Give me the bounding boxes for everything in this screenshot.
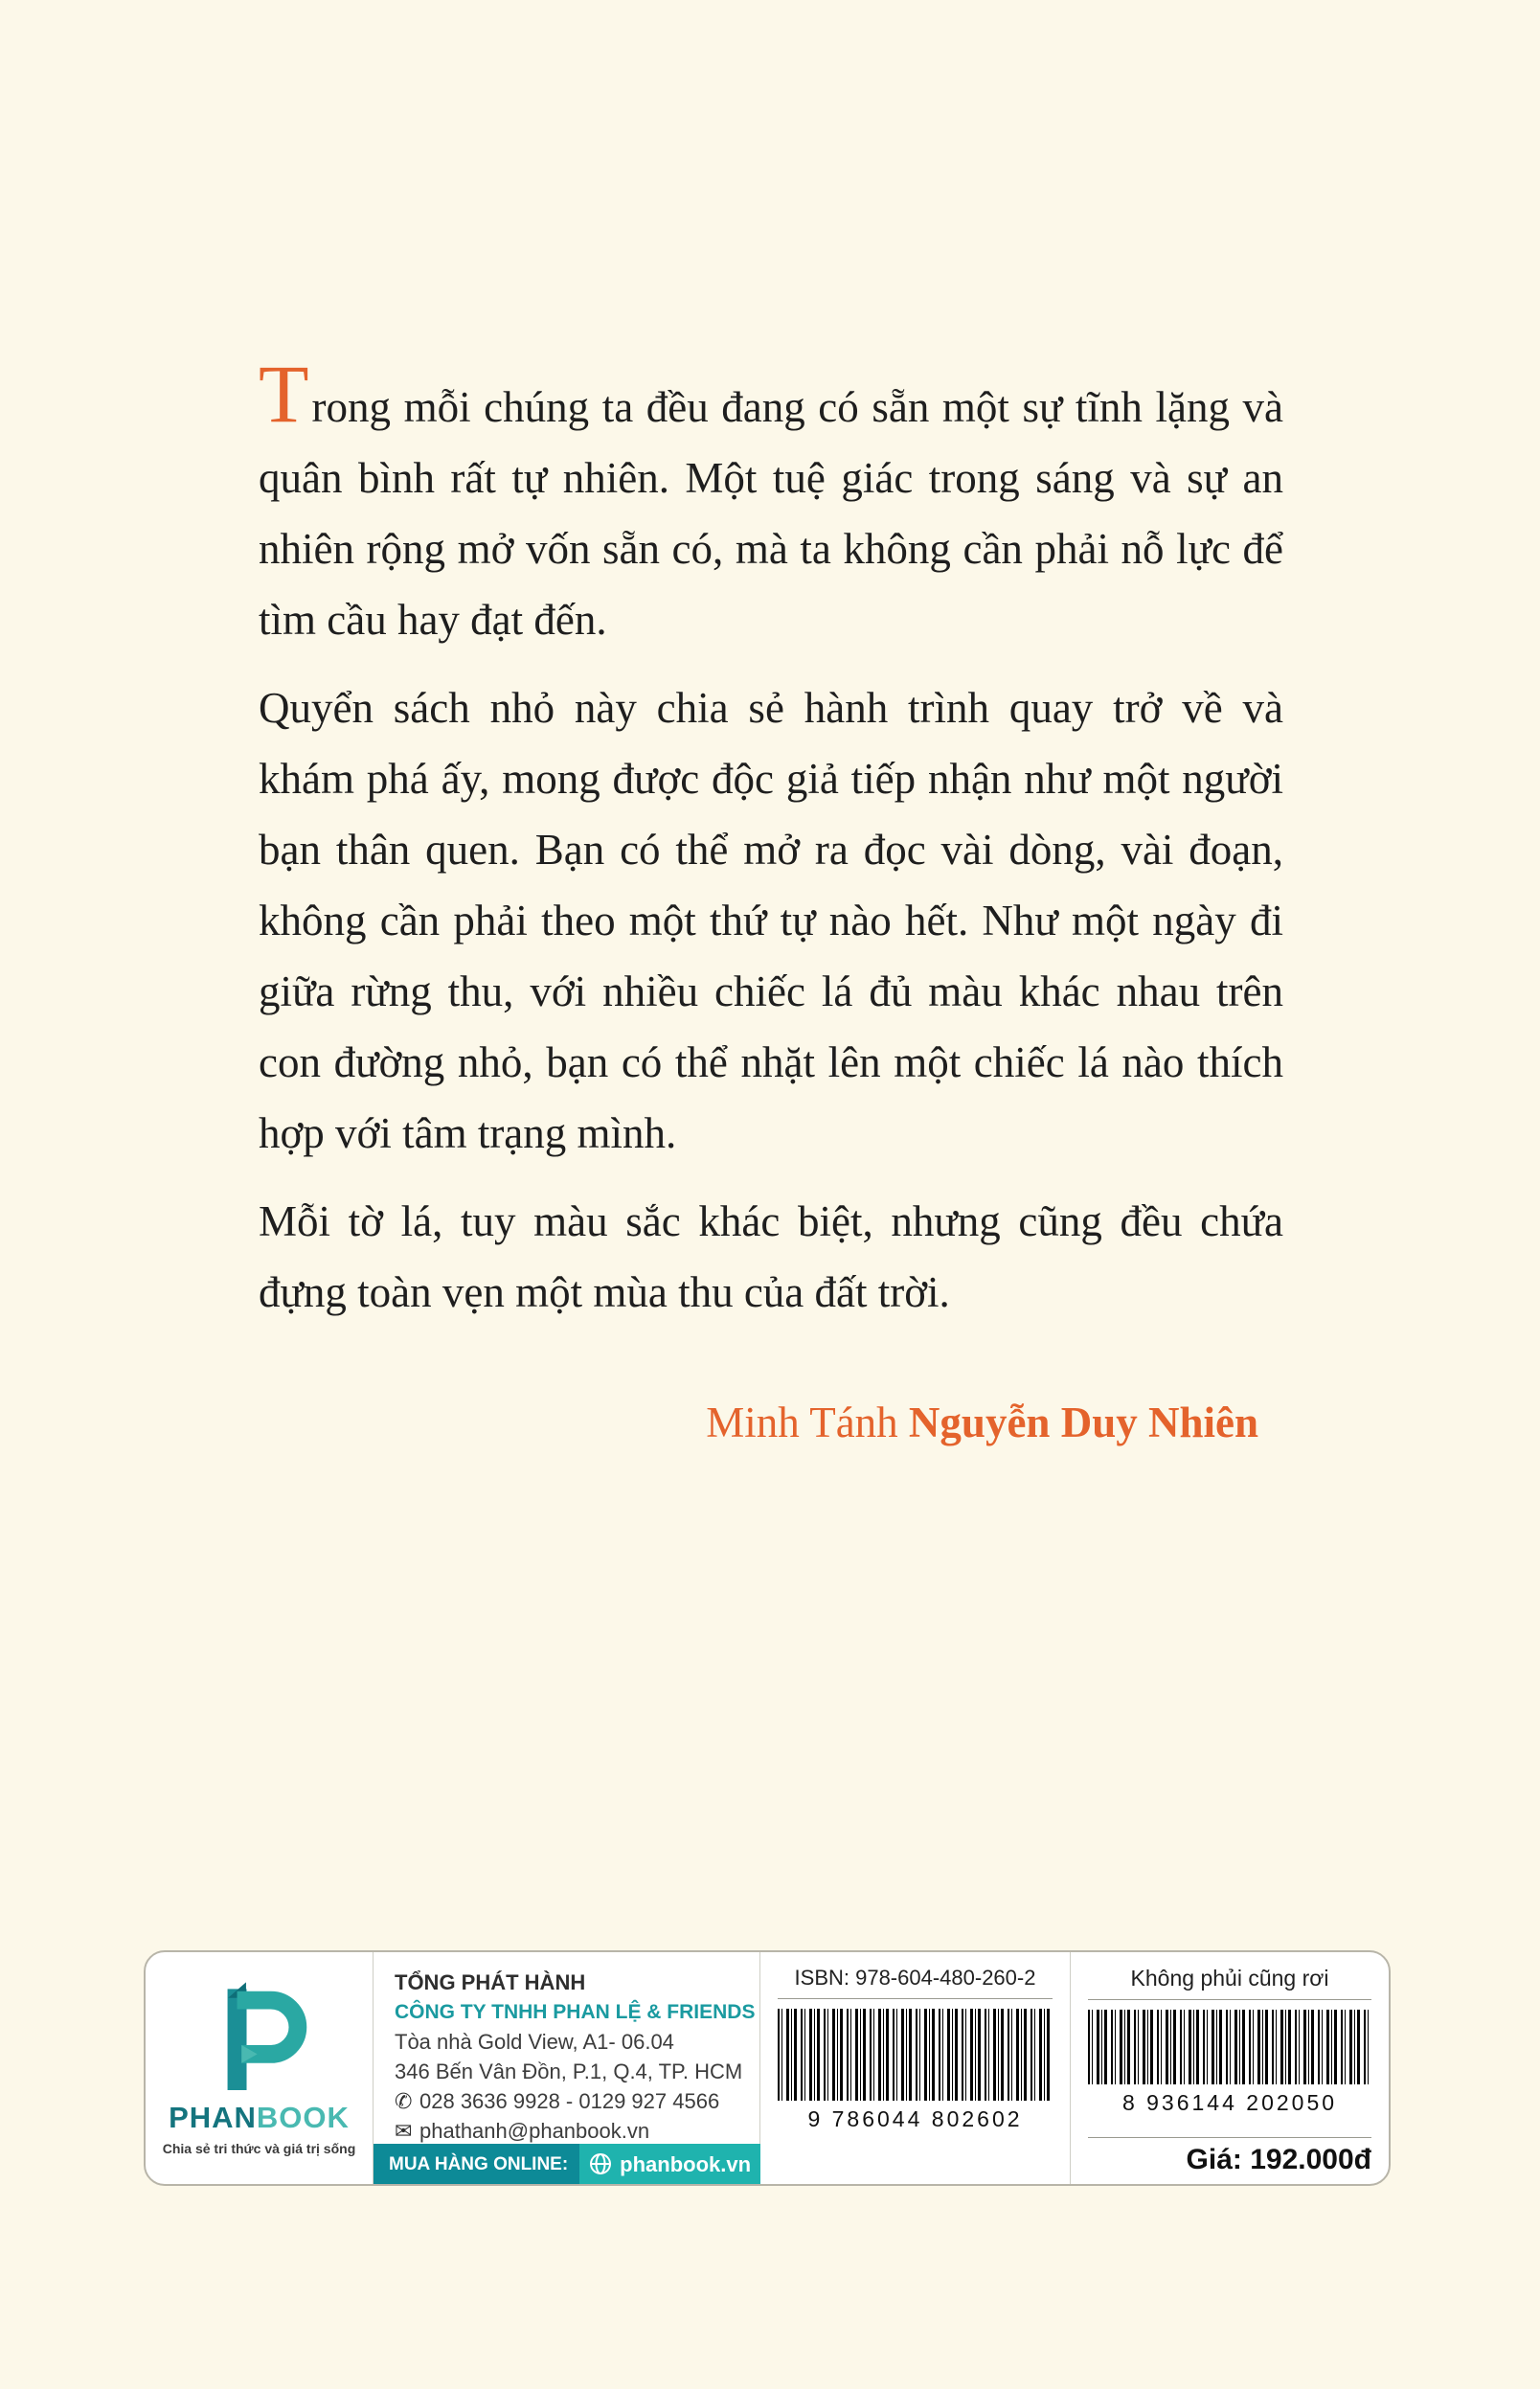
phone-icon: ✆	[395, 2089, 413, 2113]
distribution-company: CÔNG TY TNHH PHAN LỆ & FRIENDS	[395, 2001, 756, 2023]
title-divider	[1088, 1999, 1371, 2000]
publisher-brand-name	[169, 2101, 350, 2135]
email-icon: ✉	[395, 2119, 413, 2143]
author-signature-prefix: Minh Tánh	[706, 1399, 909, 1446]
blurb-text-block	[259, 348, 1283, 1458]
isbn-section	[760, 1952, 1071, 2184]
distribution-phone-line	[395, 2086, 742, 2116]
drop-cap: T	[259, 348, 309, 440]
brand-name-phan: PHAN	[169, 2101, 257, 2134]
blurb-paragraph-1	[259, 348, 1283, 655]
brand-name-book: BOOK	[256, 2101, 350, 2134]
phanbook-logo-icon	[203, 1980, 316, 2097]
globe-icon	[589, 2152, 612, 2175]
distribution-phone: 028 3636 9928 - 0129 927 4566	[419, 2089, 720, 2113]
online-shop-url: phanbook.vn	[620, 2151, 752, 2176]
distribution-info-section	[374, 1952, 760, 2184]
distribution-address-1: Tòa nhà Gold View, A1- 06.04	[395, 2030, 674, 2054]
blurb-paragraph-3: Mỗi tờ lá, tuy màu sắc khác biệt, nhưng cũng đều chứa đựng toàn vẹn một mùa thu của đất trời.	[259, 1197, 1283, 1316]
isbn-barcode	[778, 2009, 1053, 2101]
publisher-tagline: Chia sẻ tri thức và giá trị sống	[162, 2141, 356, 2156]
blurb-paragraph-2: Quyển sách nhỏ này chia sẻ hành trình quay trở về và khám phá ấy, mong được độc giả tiếp nhận như một người bạn thân quen. Bạn có thể mở ra đọc vài dòng, vài đoạn, không cần phải theo một thứ tự nào hết. Như một ngày đi giữa rừng thu, với nhiều chiếc lá đủ màu khác nhau trên con đường nhỏ, bạn có thể nhặt lên một chiếc lá nào thích hợp với tâm trạng mình.	[259, 684, 1283, 1157]
distribution-address-2: 346 Bến Vân Đồn, P.1, Q.4, TP. HCM	[395, 2059, 743, 2083]
author-signature-name: Nguyễn Duy Nhiên	[908, 1399, 1258, 1446]
publisher-info-box	[144, 1950, 1391, 2186]
distribution-heading: TỔNG PHÁT HÀNH	[395, 1970, 586, 1994]
distribution-email-line	[395, 2116, 742, 2146]
blurb-paragraph-1-text: rong mỗi chúng ta đều đang có sẵn một sự tĩnh lặng và quân bình rất tự nhiên. Một tuệ giác trong sáng và sự an nhiên rộng mở vốn sẵn có, mà ta không cần phải nỗ lực để tìm cầu hay đạt đến.	[259, 383, 1283, 644]
price-label: Giá: 192.000đ	[1088, 2137, 1371, 2176]
isbn-barcode-number: 9 786044 802602	[807, 2106, 1023, 2131]
distribution-email: phathanh@phanbook.vn	[419, 2119, 650, 2143]
online-shop-bar	[374, 2144, 759, 2184]
online-shop-site	[579, 2144, 760, 2184]
isbn-divider	[778, 1998, 1053, 1999]
author-signature	[259, 1387, 1283, 1458]
online-shop-label: MUA HÀNG ONLINE:	[374, 2144, 579, 2184]
title-price-section	[1071, 1952, 1389, 2184]
book-title: Không phủi cũng rơi	[1130, 1966, 1329, 1991]
ean-barcode	[1088, 2010, 1371, 2084]
publisher-logo-section	[146, 1952, 374, 2184]
isbn-label: ISBN: 978-604-480-260-2	[794, 1966, 1036, 1990]
ean-barcode-number: 8 936144 202050	[1121, 2090, 1338, 2115]
